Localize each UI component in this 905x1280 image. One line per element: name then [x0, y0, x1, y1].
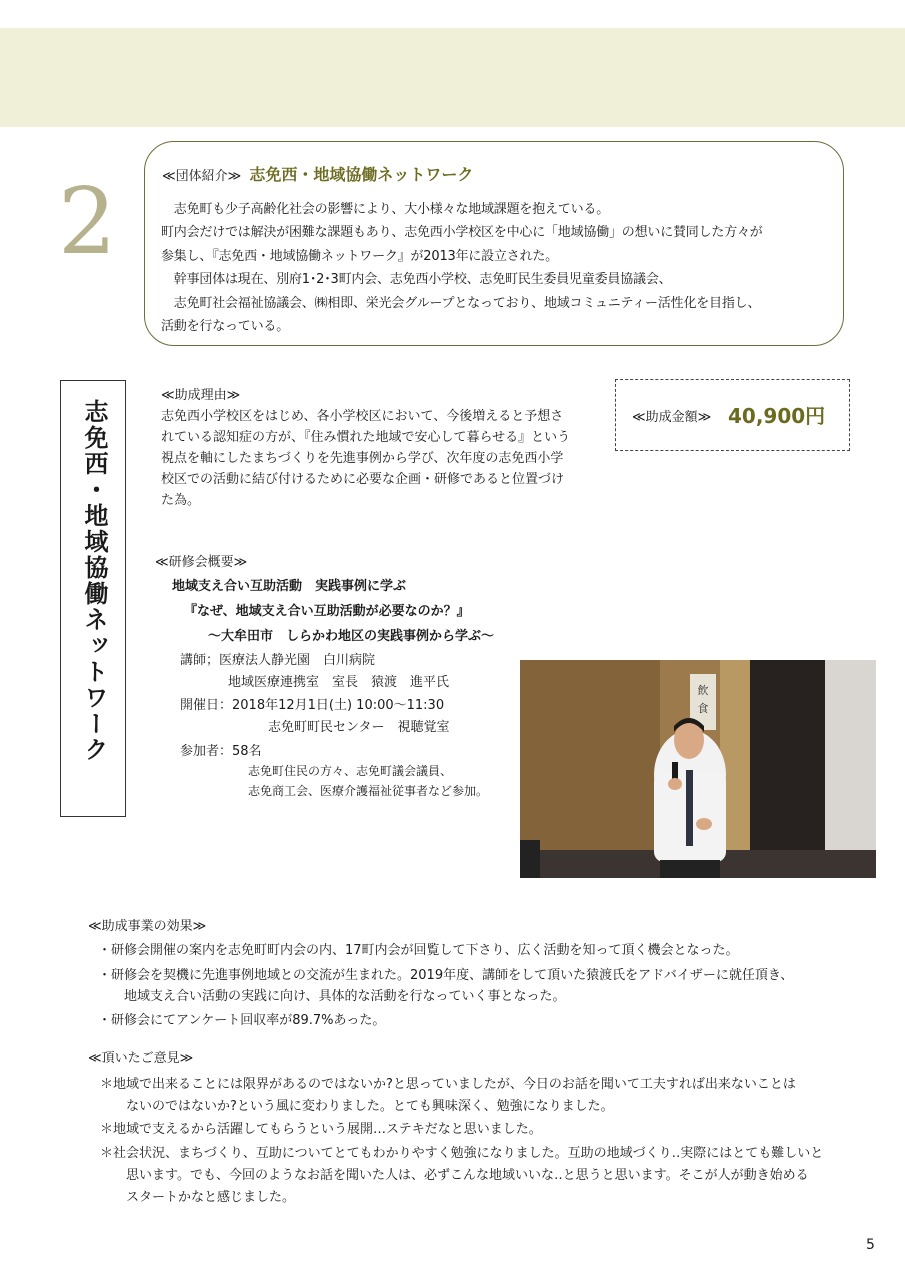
sign-text-bottom: 食 [697, 702, 709, 715]
reason-paragraph [161, 406, 601, 511]
intro-line: 志免町も少子高齢化社会の影響により、大小様々な地域課題を抱えている。 [161, 202, 610, 217]
lecturer: 講師；医療法人静光園 白川病院 [180, 653, 376, 668]
grant-amount-box [615, 379, 850, 451]
grant-amount: 40,900円 [728, 404, 826, 428]
vertical-title: 志免西・地域協働ネットワーク [80, 399, 108, 763]
training-label: ≪研修会概要≫ [155, 555, 248, 570]
intro-heading-prefix: ≪団体紹介≫ [162, 169, 242, 184]
effects-item: ・研修会開催の案内を志免町町内会の内、17町内会が回覧して下さり、広く活動を知って頂く機会となった。 [98, 943, 739, 958]
participants-detail: 志免町住民の方々、志免町議会議員、 [248, 764, 453, 778]
training-subtitle-2: ～大牟田市 しらかわ地区の実践事例から学ぶ～ [208, 629, 495, 644]
opinion-item: スタートかなと感じました。 [100, 1190, 296, 1205]
intro-paragraph [161, 198, 837, 338]
participants-detail: 志免商工会、医療介護福祉従事者など参加。 [248, 784, 489, 798]
opinion-item: ＊社会状況、まちづくり、互助についてとてもわかりやすく勉強になりました。互助の地域づくり‥実際にはとても難しいと [100, 1146, 824, 1161]
effects-label: ≪助成事業の効果≫ [88, 919, 207, 934]
page-number: 5 [866, 1237, 875, 1253]
reason-line: 視点を軸にしたまちづくりを先進事例から学び、次年度の志免西小学 [161, 451, 564, 466]
opinions-label: ≪頂いたご意見≫ [88, 1051, 194, 1066]
header-band [0, 28, 905, 127]
lecturer-position: 地域医療連携室 室長 猿渡 進平氏 [228, 675, 450, 690]
reason-line: 志免西小学校区をはじめ、各小学校区において、今後増えると予想さ [161, 409, 564, 424]
training-subtitle: 『なぜ、地域支え合い互助活動が必要なのか？』 [184, 604, 470, 619]
lecture-photo [520, 660, 876, 878]
reason-line: れている認知症の方が、『住み慣れた地域で安心して暮らせる』という [161, 430, 571, 445]
event-date: 開催日：2018年12月1日(土) 10:00～11:30 [180, 698, 445, 713]
intro-line: 活動を行なっている。 [161, 319, 290, 335]
opinion-item: ＊地域で支えるから活躍してもらうという展開…ステキだなと思いました。 [100, 1122, 542, 1137]
grant-label: ≪助成金額≫ [632, 410, 712, 425]
organization-name: 志免西・地域協働ネットワーク [249, 165, 474, 184]
lecture-photo-illustration [520, 660, 876, 878]
participants: 参加者：58名 [180, 744, 262, 759]
effects-item: ・研修会にてアンケート回収率が89.7%あった。 [98, 1013, 386, 1028]
event-venue: 志免町町民センター 視聴覚室 [268, 720, 450, 735]
section-number: 2 [58, 168, 117, 275]
effects-item: ・研修会を契機に先進事例地域との交流が生まれた。2019年度、講師をして頂いた猿渡氏をアドバイザーに就任頂き、 [98, 968, 794, 983]
vertical-title-box [60, 380, 126, 817]
opinion-item: ＊地域で出来ることには限界があるのではないか?と思っていましたが、今日のお話を聞いて工夫すれば出来ないことは [100, 1077, 796, 1092]
reason-line: 校区での活動に結び付けるために必要な企画・研修であると位置づけ [161, 472, 565, 487]
opinion-item: ないのではないか?という風に変わりました。とても興味深く、勉強になりました。 [100, 1099, 614, 1114]
intro-line: 町内会だけでは解決が困難な課題もあり、志免西小学校区を中心に「地域協働」の想いに賛同した方々が [161, 225, 763, 241]
intro-line: 幹事団体は現在、別府1･2･3町内会、志免西小学校、志免町民生委員児童委員協議会、 [161, 272, 672, 288]
reason-label: ≪助成理由≫ [161, 388, 241, 403]
sign-text-top: 飲 [697, 684, 709, 697]
training-title: 地域支え合い互助活動 実践事例に学ぶ [172, 579, 407, 594]
intro-line: 志免町社会福祉協議会、㈱相即、栄光会グループとなっており、地域コミュニティー活性化を目指し、 [161, 295, 761, 311]
effects-item: 地域支え合い活動の実践に向け、具体的な活動を行なっていく事となった。 [98, 989, 566, 1004]
intro-heading [162, 162, 473, 185]
reason-line: た為。 [161, 493, 201, 508]
organization-intro-box [144, 141, 844, 346]
intro-line: 参集し、『志免西・地域協働ネットワーク』が2013年に設立された。 [161, 248, 558, 264]
opinion-item: 思います。でも、今回のようなお話を聞いた人は、必ずこんな地域いいな‥と思うと思います。そこが人が動き始める [100, 1168, 809, 1183]
